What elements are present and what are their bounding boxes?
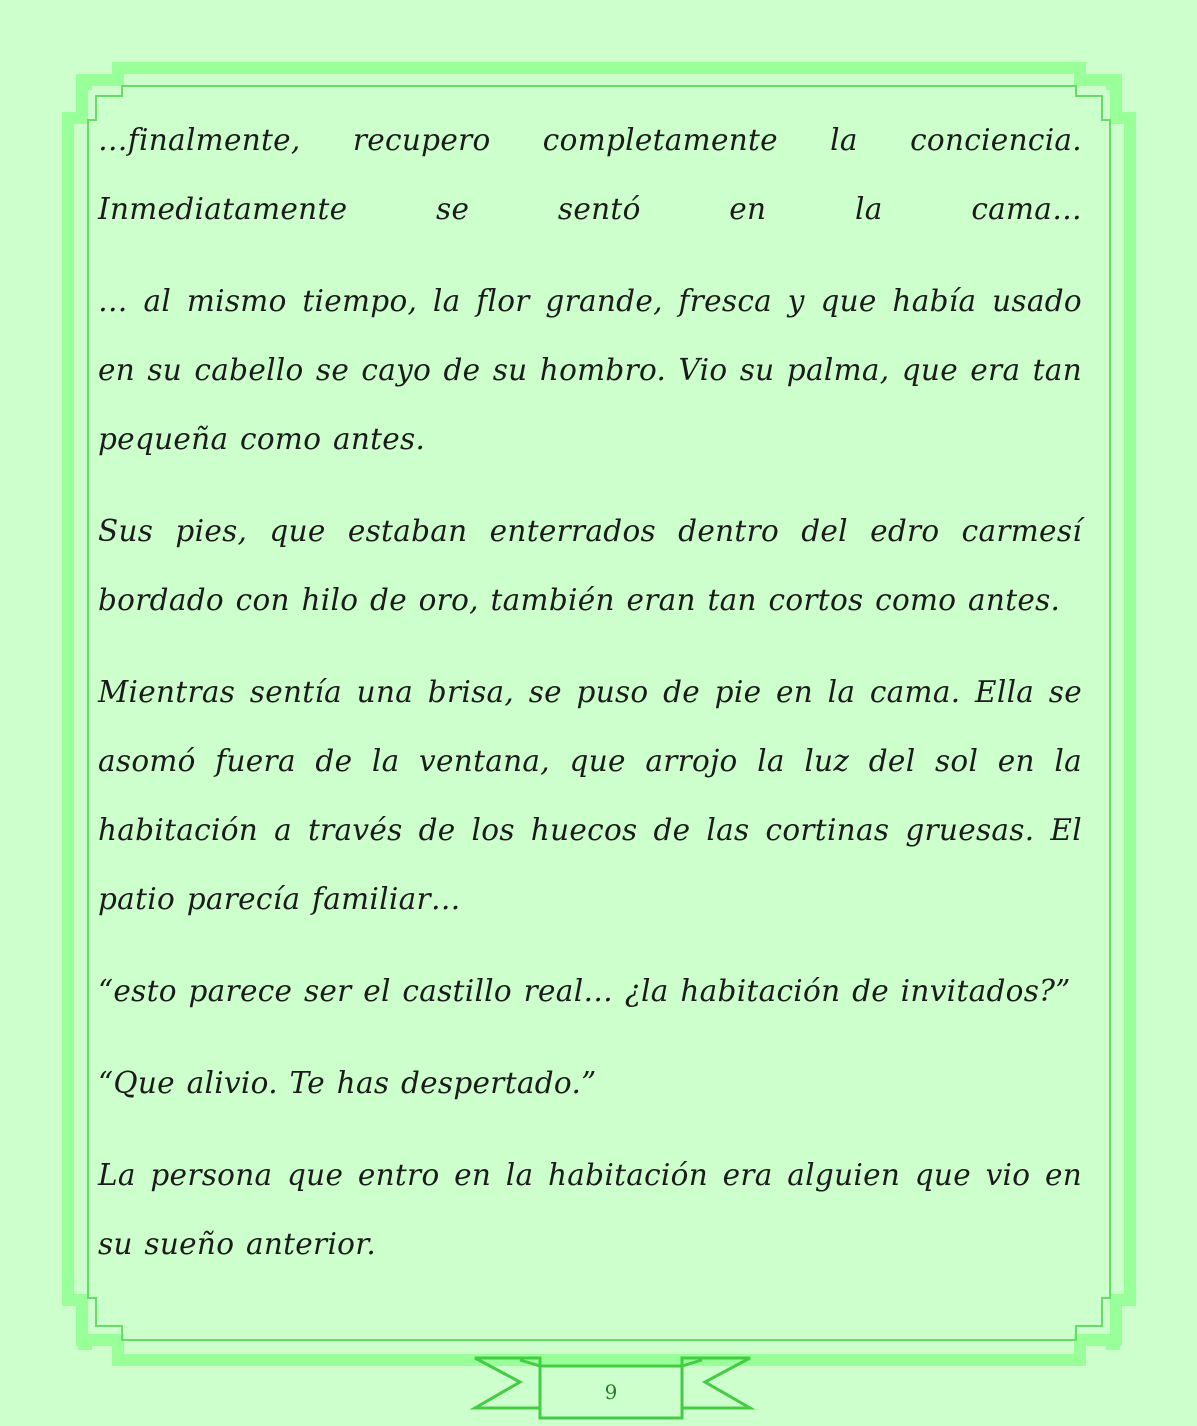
paragraph-7: La persona que entro en la habitación era alguien que vio en su sueño anterior. (98, 1158, 1082, 1261)
paragraph-3: Sus pies, que estaban enterrados dentro del edro carmesí bordado con hilo de oro, también eran tan cortos como antes. (98, 514, 1082, 617)
body-text (98, 106, 1082, 1302)
paragraph-2: … al mismo tiempo, la flor grande, fresca y que había usado en su cabello se cayo de su hombro. Vio su palma, que era tan pequeña como antes. (98, 284, 1082, 456)
paragraph-4: Mientras sentía una brisa, se puso de pie en la cama. Ella se asomó fuera de la ventana, que arrojo la luz del sol en la habitación a través de los huecos de las cortinas gruesas. El patio parecía familiar… (98, 675, 1082, 916)
paragraph-6: “Que alivio. Te has despertado.” (98, 1066, 597, 1100)
paragraph-5: “esto parece ser el castillo real… ¿la habitación de invitados?” (98, 974, 1071, 1008)
page-number: 9 (604, 1380, 618, 1404)
paragraph-1: …finalmente, recupero completamente la conciencia. Inmediatamente se sentó en la cama… (98, 123, 1082, 226)
